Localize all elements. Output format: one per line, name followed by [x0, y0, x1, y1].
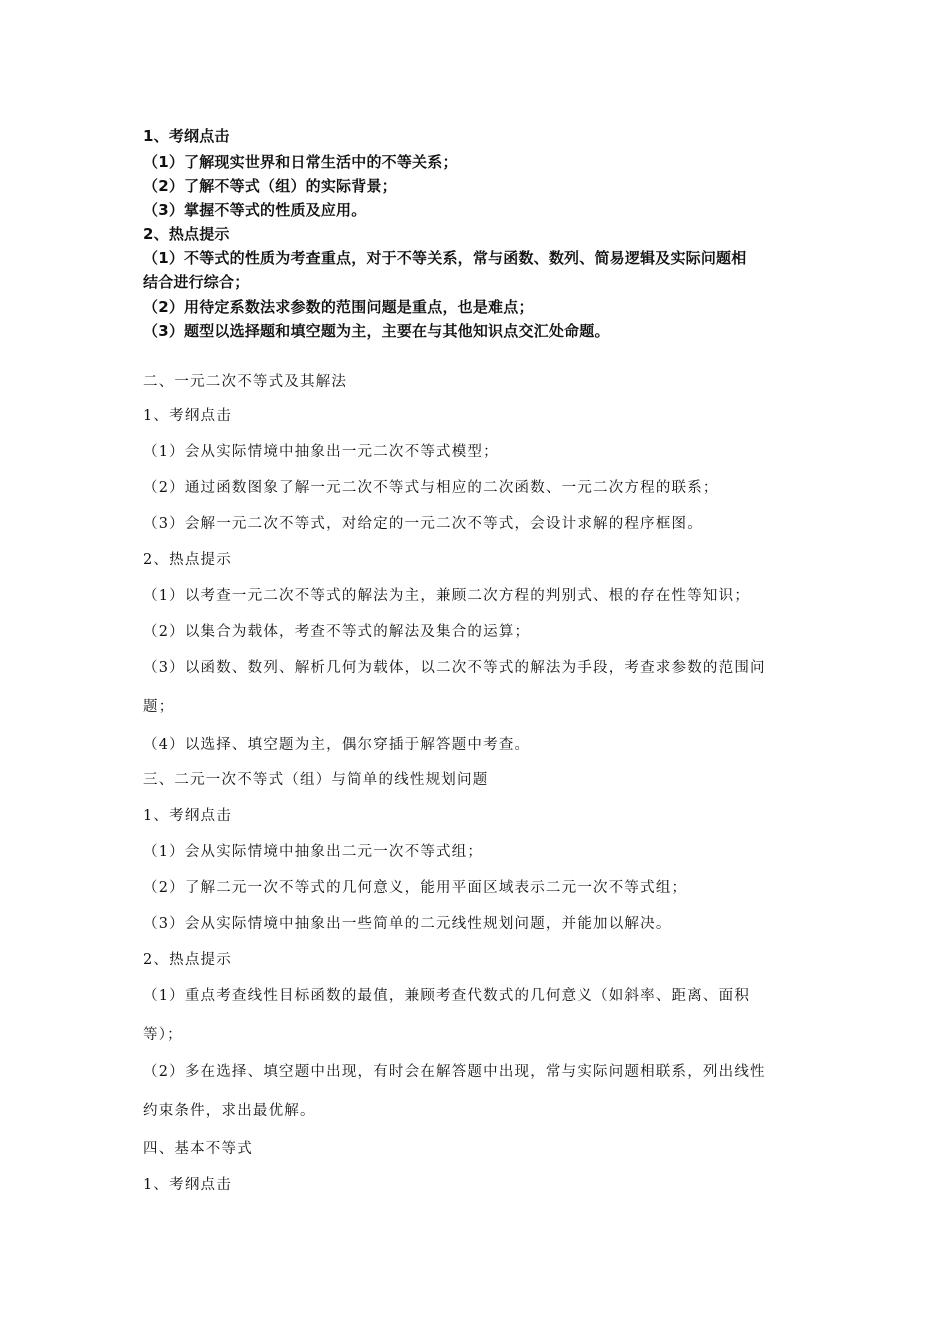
section-heading: 四、基本不等式 — [143, 1141, 253, 1157]
section-heading: 三、二元一次不等式（组）与简单的线性规划问题 — [143, 772, 489, 788]
subheading-syllabus: 1、考纲点击 — [143, 808, 232, 824]
list-item: （3）掌握不等式的性质及应用。 — [143, 201, 367, 219]
list-item: （1）会从实际情境中抽象出二元一次不等式组； — [143, 844, 484, 860]
list-item: （2）用待定系数法求参数的范围问题是重点，也是难点； — [143, 298, 534, 316]
subheading-syllabus: 1、考纲点击 — [143, 1177, 232, 1193]
list-item: （2）了解二元一次不等式的几何意义，能用平面区域表示二元一次不等式组； — [143, 880, 688, 896]
list-item: （2）多在选择、填空题中出现，有时会在解答题中出现，常与实际问题相联系，列出线性 — [143, 1064, 766, 1080]
list-item: （3）会从实际情境中抽象出一些简单的二元线性规划问题，并能加以解决。 — [143, 916, 672, 932]
list-item: （1）会从实际情境中抽象出一元二次不等式模型； — [143, 444, 499, 460]
list-item: （1）不等式的性质为考查重点，对于不等关系，常与函数、数列、简易逻辑及实际问题相 — [143, 249, 747, 267]
subheading-syllabus: 1、考纲点击 — [143, 408, 232, 424]
list-item: （1）以考查一元二次不等式的解法为主，兼顾二次方程的判别式、根的存在性等知识； — [143, 588, 751, 604]
list-item: （2）了解不等式（组）的实际背景； — [143, 177, 397, 195]
list-item: （3）题型以选择题和填空题为主，主要在与其他知识点交汇处命题。 — [143, 322, 610, 340]
subheading-hotspot: 2、热点提示 — [143, 552, 232, 568]
list-item: （1）重点考查线性目标函数的最值，兼顾考查代数式的几何意义（如斜率、距离、面积 — [143, 988, 751, 1004]
list-item: （4）以选择、填空题为主，偶尔穿插于解答题中考查。 — [143, 737, 531, 753]
list-item: （2）以集合为载体，考查不等式的解法及集合的运算； — [143, 624, 531, 640]
list-item-continuation: 等）； — [143, 1027, 183, 1043]
list-item: （2）通过函数图象了解一元二次不等式与相应的二次函数、一元二次方程的联系； — [143, 480, 719, 496]
heading-hotspot: 2、热点提示 — [143, 225, 230, 243]
list-item: （3）以函数、数列、解析几何为载体，以二次不等式的解法为手段，考查求参数的范围问 — [143, 660, 766, 676]
list-item: （3）会解一元二次不等式，对给定的一元二次不等式，会设计求解的程序框图。 — [143, 516, 703, 532]
section-heading: 二、一元二次不等式及其解法 — [143, 374, 348, 390]
list-item: （1）了解现实世界和日常生活中的不等关系； — [143, 153, 458, 171]
list-item-continuation: 题； — [143, 699, 175, 715]
list-item-continuation: 约束条件，求出最优解。 — [143, 1103, 316, 1119]
subheading-hotspot: 2、热点提示 — [143, 952, 232, 968]
heading-syllabus: 1、考纲点击 — [143, 127, 230, 145]
list-item-continuation: 结合进行综合； — [143, 273, 250, 291]
